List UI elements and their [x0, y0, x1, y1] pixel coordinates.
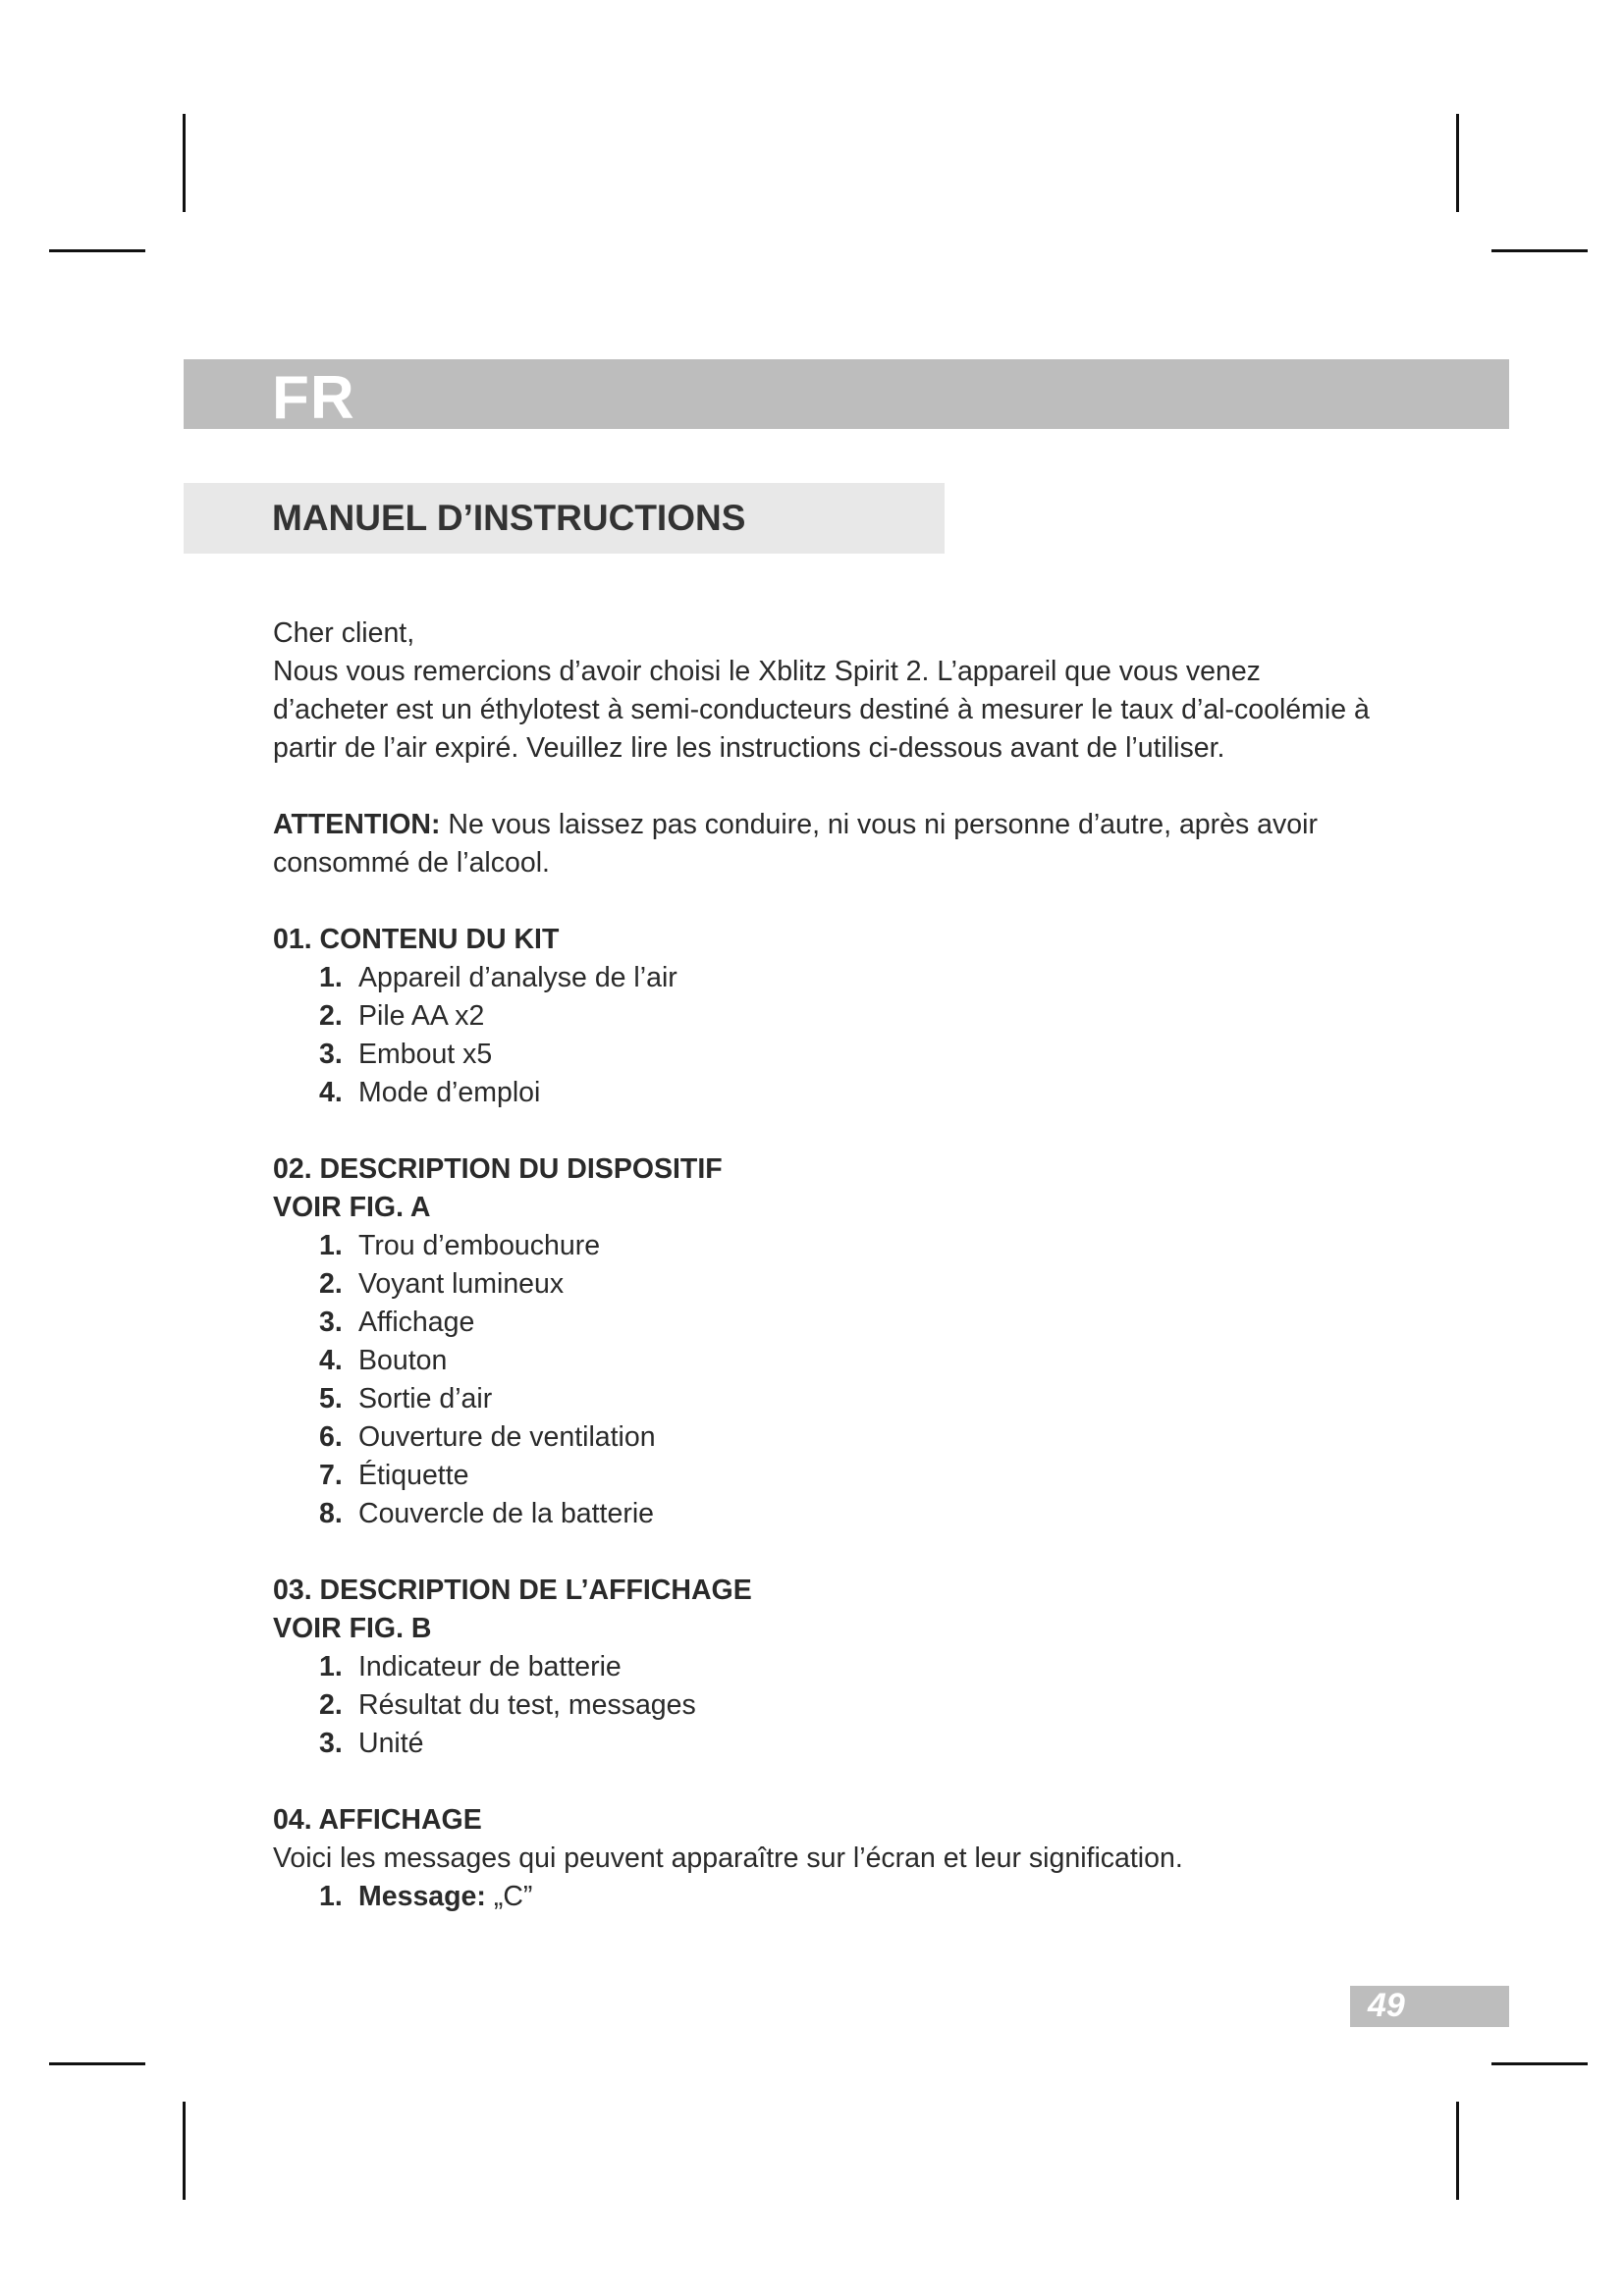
list-item: [319, 1686, 1373, 1725]
item-text: Appareil d’analyse de l’air: [358, 962, 677, 993]
section-display-description: [273, 1572, 1373, 1763]
warning-paragraph: [273, 806, 1373, 882]
item-text: Sortie d’air: [358, 1383, 493, 1415]
warning-label: ATTENTION:: [273, 809, 441, 840]
messages-list: [273, 1878, 1373, 1916]
page-number: 49: [1368, 1987, 1405, 2024]
item-text: Couvercle de la batterie: [358, 1498, 655, 1529]
warning-text: Ne vous laissez pas conduire, ni vous ni personne d’autre, après avoir consommé de l’alcool.: [273, 809, 1318, 879]
message-label: Message:: [358, 1881, 486, 1912]
crop-mark-top-right-vertical: [1456, 114, 1459, 212]
item-text: Mode d’emploi: [358, 1077, 541, 1108]
section-subtitle: VOIR FIG. A: [273, 1192, 431, 1223]
crop-mark-bottom-left-vertical: [183, 2102, 186, 2200]
list-item: [319, 997, 1373, 1036]
section-title: 04. AFFICHAGE: [273, 1804, 482, 1836]
section-subtitle: VOIR FIG. B: [273, 1613, 432, 1644]
greeting: Cher client,: [273, 617, 415, 649]
item-number: 3.: [319, 1307, 343, 1338]
crop-mark-top-right-horizontal: [1491, 249, 1588, 252]
crop-mark-top-left-horizontal: [49, 249, 145, 252]
item-number: 2.: [319, 1000, 343, 1032]
list-item: [319, 1878, 1373, 1916]
manual-content: [273, 614, 1373, 1916]
page-number-box: [1350, 1986, 1509, 2027]
section-title: 01. CONTENU DU KIT: [273, 924, 560, 955]
crop-mark-top-left-vertical: [183, 114, 186, 212]
item-text: Affichage: [358, 1307, 475, 1338]
list-item: [319, 1380, 1373, 1418]
item-text: Résultat du test, messages: [358, 1689, 696, 1721]
item-number: 4.: [319, 1345, 343, 1376]
section-display-messages: [273, 1801, 1373, 1916]
item-number: 3.: [319, 1728, 343, 1759]
item-text: Indicateur de batterie: [358, 1651, 622, 1682]
crop-mark-bottom-right-vertical: [1456, 2102, 1459, 2200]
list-item: [319, 1036, 1373, 1074]
device-parts-list: [273, 1227, 1373, 1533]
list-item: [319, 1725, 1373, 1763]
section-title: 02. DESCRIPTION DU DISPOSITIF: [273, 1153, 723, 1185]
item-text: Voyant lumineux: [358, 1268, 565, 1300]
section-intro: Voici les messages qui peuvent apparaître sur l’écran et leur signification.: [273, 1842, 1183, 1874]
page-title: MANUEL D’INSTRUCTIONS: [272, 498, 746, 538]
list-item: [319, 1265, 1373, 1304]
intro-paragraph: Nous vous remercions d’avoir choisi le Xblitz Spirit 2. L’appareil que vous venez d’acheter est un éthylotest à semi-conducteurs destiné à mesurer le taux d’al-coolémie à partir de l’air expiré. Veuillez lire les instructions ci-dessous avant de l’utiliser.: [273, 656, 1370, 764]
crop-mark-bottom-left-horizontal: [49, 2062, 145, 2065]
list-item: [319, 1074, 1373, 1112]
language-banner: [184, 359, 1509, 432]
list-item: [319, 1418, 1373, 1457]
section-kit-contents: [273, 921, 1373, 1112]
item-number: 2.: [319, 1268, 343, 1300]
item-number: 2.: [319, 1689, 343, 1721]
title-box: [184, 483, 945, 554]
kit-contents-list: [273, 959, 1373, 1112]
item-number: 3.: [319, 1039, 343, 1070]
section-title: 03. DESCRIPTION DE L’AFFICHAGE: [273, 1575, 752, 1606]
list-item: [319, 1648, 1373, 1686]
item-number: 8.: [319, 1498, 343, 1529]
language-code: FR: [272, 364, 355, 432]
list-item: [319, 1227, 1373, 1265]
list-item: [319, 1457, 1373, 1495]
item-text: Ouverture de ventilation: [358, 1421, 656, 1453]
item-number: 1.: [319, 962, 343, 993]
list-item: [319, 1342, 1373, 1380]
item-number: 1.: [319, 1230, 343, 1261]
item-text: Étiquette: [358, 1460, 469, 1491]
item-number: 7.: [319, 1460, 343, 1491]
crop-mark-bottom-right-horizontal: [1491, 2062, 1588, 2065]
list-item: [319, 959, 1373, 997]
list-item: [319, 1304, 1373, 1342]
item-number: 6.: [319, 1421, 343, 1453]
list-item: [319, 1495, 1373, 1533]
item-text: Trou d’embouchure: [358, 1230, 601, 1261]
message-value: „C”: [485, 1881, 533, 1912]
item-number: 4.: [319, 1077, 343, 1108]
item-text: Bouton: [358, 1345, 448, 1376]
item-text: Pile AA x2: [358, 1000, 485, 1032]
item-number: 1.: [319, 1651, 343, 1682]
section-device-description: [273, 1150, 1373, 1533]
display-parts-list: [273, 1648, 1373, 1763]
item-text: Unité: [358, 1728, 424, 1759]
item-text: Embout x5: [358, 1039, 493, 1070]
item-number: 5.: [319, 1383, 343, 1415]
item-number: 1.: [319, 1881, 343, 1912]
